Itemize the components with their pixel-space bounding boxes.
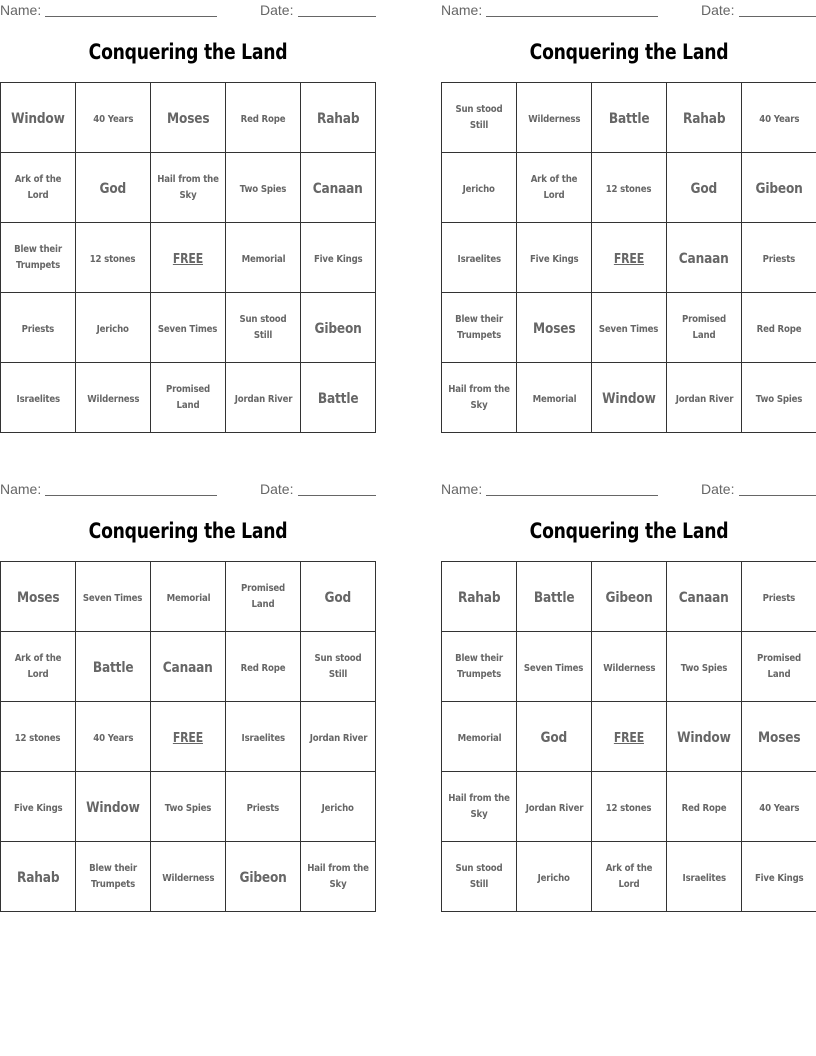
cell-label: Priests xyxy=(762,254,796,265)
bingo-cell[interactable] xyxy=(301,702,376,772)
bingo-cell[interactable] xyxy=(301,363,376,433)
cell-label: Jericho xyxy=(537,873,571,884)
bingo-cell[interactable] xyxy=(76,772,151,842)
cell-label: Hail from the Sky xyxy=(307,862,369,890)
cell-label: Jericho xyxy=(321,803,355,814)
cell-label: Canaan xyxy=(679,251,729,267)
cell-label: 12 stones xyxy=(606,184,652,195)
bingo-cell[interactable] xyxy=(517,772,592,842)
name-label: Name: xyxy=(441,481,483,497)
bingo-cell[interactable] xyxy=(1,223,76,293)
cell-label: Ark of the Lord xyxy=(14,173,62,201)
bingo-cell[interactable] xyxy=(742,83,816,153)
cell-label: Moses xyxy=(16,590,60,606)
bingo-cell[interactable] xyxy=(667,363,742,433)
grid-row xyxy=(442,153,816,223)
date-label: Date: xyxy=(701,2,735,18)
cell-label: FREE xyxy=(613,730,645,746)
bingo-cell[interactable] xyxy=(667,702,742,772)
cell-label: Rahab xyxy=(682,111,726,127)
bingo-cell[interactable] xyxy=(76,293,151,363)
bingo-cell[interactable] xyxy=(1,772,76,842)
name-label: Name: xyxy=(0,481,42,497)
cell-label: Ark of the Lord xyxy=(530,173,578,201)
cell-label: Wilderness xyxy=(527,114,581,125)
bingo-cell[interactable] xyxy=(742,223,816,293)
bingo-cell[interactable] xyxy=(1,293,76,363)
bingo-cell[interactable] xyxy=(742,562,816,632)
bingo-cell[interactable] xyxy=(151,632,226,702)
grid-row xyxy=(442,83,816,153)
bingo-cell[interactable] xyxy=(517,363,592,433)
bingo-cell[interactable] xyxy=(151,562,226,632)
cell-label: Israelites xyxy=(241,733,285,744)
cell-label: Israelites xyxy=(16,394,60,405)
cell-label: God xyxy=(540,730,568,746)
cell-label: Two Spies xyxy=(755,394,803,405)
name-line xyxy=(45,16,217,17)
cell-label: Five Kings xyxy=(754,873,804,884)
bingo-cell[interactable] xyxy=(742,772,816,842)
date-line xyxy=(298,495,376,496)
cell-label: Memorial xyxy=(532,394,576,405)
card-title: Conquering the Land xyxy=(529,40,729,64)
cell-label: Window xyxy=(677,730,731,746)
free-cell[interactable] xyxy=(592,702,667,772)
cell-label: Memorial xyxy=(457,733,501,744)
cell-label: Window xyxy=(11,111,65,127)
bingo-cell[interactable] xyxy=(226,842,301,912)
bingo-cell[interactable] xyxy=(301,153,376,223)
bingo-cell[interactable] xyxy=(76,363,151,433)
bingo-cell[interactable] xyxy=(301,842,376,912)
bingo-cell[interactable] xyxy=(742,702,816,772)
bingo-cell[interactable] xyxy=(301,632,376,702)
bingo-cell[interactable] xyxy=(742,153,816,223)
bingo-cell[interactable] xyxy=(667,632,742,702)
bingo-cell[interactable] xyxy=(442,562,517,632)
cell-label: Canaan xyxy=(679,590,729,606)
cell-label: Sun stood Still xyxy=(455,103,503,131)
name-line xyxy=(45,495,217,496)
bingo-cell[interactable] xyxy=(151,83,226,153)
bingo-cell[interactable] xyxy=(442,293,517,363)
bingo-cell[interactable] xyxy=(1,363,76,433)
bingo-cell[interactable] xyxy=(76,842,151,912)
grid-row xyxy=(442,562,816,632)
bingo-cell[interactable] xyxy=(592,772,667,842)
cell-label: Two Spies xyxy=(239,184,287,195)
name-label: Name: xyxy=(0,2,42,18)
cell-label: Moses xyxy=(532,321,576,337)
cell-label: 40 Years xyxy=(758,803,800,814)
cell-label: 12 stones xyxy=(606,803,652,814)
cell-label: Promised Land xyxy=(681,313,727,341)
cell-label: Five Kings xyxy=(313,254,363,265)
cell-label: 40 Years xyxy=(92,114,134,125)
grid-row xyxy=(442,223,816,293)
bingo-cell[interactable] xyxy=(667,842,742,912)
bingo-cell[interactable] xyxy=(592,842,667,912)
cell-label: God xyxy=(690,181,718,197)
bingo-cell[interactable] xyxy=(151,772,226,842)
bingo-cell[interactable] xyxy=(301,772,376,842)
name-date-row xyxy=(441,0,816,22)
grid-row xyxy=(1,562,376,632)
cell-label: Moses xyxy=(166,111,210,127)
bingo-cell[interactable] xyxy=(517,293,592,363)
free-cell[interactable] xyxy=(151,702,226,772)
cell-label: Battle xyxy=(608,111,650,127)
bingo-cell[interactable] xyxy=(442,153,517,223)
bingo-cell[interactable] xyxy=(442,702,517,772)
date-label: Date: xyxy=(260,481,294,497)
cell-label: Hail from the Sky xyxy=(448,792,510,820)
bingo-cell[interactable] xyxy=(667,83,742,153)
name-line xyxy=(486,16,658,17)
bingo-cell[interactable] xyxy=(301,83,376,153)
bingo-cell[interactable] xyxy=(517,83,592,153)
bingo-cell[interactable] xyxy=(442,772,517,842)
cell-label: Window xyxy=(602,391,656,407)
grid-row xyxy=(1,772,376,842)
card-title: Conquering the Land xyxy=(88,519,288,543)
bingo-cell[interactable] xyxy=(76,153,151,223)
cell-label: Jordan River xyxy=(675,394,733,405)
bingo-cell[interactable] xyxy=(151,293,226,363)
cell-label: Jordan River xyxy=(234,394,292,405)
cell-label: Red Rope xyxy=(756,324,802,335)
cell-label: Red Rope xyxy=(681,803,727,814)
bingo-cell[interactable] xyxy=(517,842,592,912)
cell-label: Battle xyxy=(317,391,359,407)
cell-label: Rahab xyxy=(457,590,501,606)
bingo-cell[interactable] xyxy=(76,562,151,632)
date-label: Date: xyxy=(260,2,294,18)
bingo-cell[interactable] xyxy=(1,632,76,702)
bingo-cell[interactable] xyxy=(667,223,742,293)
bingo-cell[interactable] xyxy=(1,562,76,632)
grid-row xyxy=(1,842,376,912)
cell-label: Israelites xyxy=(457,254,501,265)
bingo-cell[interactable] xyxy=(76,702,151,772)
bingo-cell[interactable] xyxy=(76,223,151,293)
grid-row xyxy=(1,153,376,223)
grid-row xyxy=(442,842,816,912)
grid-row xyxy=(442,293,816,363)
bingo-cell[interactable] xyxy=(517,223,592,293)
cell-label: Seven Times xyxy=(158,324,218,335)
date-label: Date: xyxy=(701,481,735,497)
cell-label: Jericho xyxy=(96,324,130,335)
bingo-cell[interactable] xyxy=(592,562,667,632)
cell-label: Battle xyxy=(533,590,575,606)
free-cell[interactable] xyxy=(592,223,667,293)
grid-row xyxy=(442,363,816,433)
cell-label: Canaan xyxy=(313,181,363,197)
bingo-cell[interactable] xyxy=(517,632,592,702)
cell-label: Israelites xyxy=(682,873,726,884)
cell-label: Wilderness xyxy=(161,873,215,884)
cell-label: Wilderness xyxy=(86,394,140,405)
bingo-cell[interactable] xyxy=(301,293,376,363)
cell-label: Five Kings xyxy=(529,254,579,265)
cell-label: Five Kings xyxy=(13,803,63,814)
name-line xyxy=(486,495,658,496)
bingo-cell[interactable] xyxy=(667,562,742,632)
cell-label: 12 stones xyxy=(90,254,136,265)
name-date-row xyxy=(0,0,376,22)
cell-label: Blew their Trumpets xyxy=(89,862,137,890)
bingo-cell[interactable] xyxy=(76,632,151,702)
grid-row xyxy=(1,223,376,293)
name-date-row xyxy=(441,479,816,501)
grid-row xyxy=(1,83,376,153)
cell-label: Promised Land xyxy=(240,582,286,610)
cell-label: Priests xyxy=(246,803,280,814)
cell-label: Promised Land xyxy=(756,652,802,680)
bingo-cell[interactable] xyxy=(667,293,742,363)
bingo-cell[interactable] xyxy=(151,363,226,433)
cell-label: Blew their Trumpets xyxy=(14,243,62,271)
bingo-cell[interactable] xyxy=(442,363,517,433)
bingo-cell[interactable] xyxy=(742,363,816,433)
name-date-row xyxy=(0,479,376,501)
cell-label: Blew their Trumpets xyxy=(455,313,503,341)
bingo-cell[interactable] xyxy=(592,153,667,223)
cell-label: Window xyxy=(86,800,140,816)
bingo-grid xyxy=(441,82,816,433)
grid-row xyxy=(1,702,376,772)
bingo-cell[interactable] xyxy=(226,702,301,772)
grid-row xyxy=(442,772,816,842)
cell-label: FREE xyxy=(613,251,645,267)
cell-label: Red Rope xyxy=(240,114,286,125)
cell-label: Blew their Trumpets xyxy=(455,652,503,680)
cell-label: FREE xyxy=(172,730,204,746)
cell-label: Priests xyxy=(21,324,55,335)
bingo-cell[interactable] xyxy=(517,702,592,772)
bingo-cell[interactable] xyxy=(742,842,816,912)
cell-label: FREE xyxy=(172,251,204,267)
cell-label: Memorial xyxy=(166,593,210,604)
cell-label: Gibeon xyxy=(239,870,287,886)
bingo-cell[interactable] xyxy=(1,842,76,912)
bingo-cell[interactable] xyxy=(1,702,76,772)
free-cell[interactable] xyxy=(151,223,226,293)
bingo-cell[interactable] xyxy=(226,562,301,632)
bingo-cell[interactable] xyxy=(592,83,667,153)
bingo-cell[interactable] xyxy=(742,632,816,702)
bingo-cell[interactable] xyxy=(517,562,592,632)
bingo-cell[interactable] xyxy=(667,153,742,223)
bingo-cell[interactable] xyxy=(442,842,517,912)
cell-label: Memorial xyxy=(241,254,285,265)
bingo-cell[interactable] xyxy=(226,632,301,702)
bingo-cell[interactable] xyxy=(1,83,76,153)
cell-label: Ark of the Lord xyxy=(605,862,653,890)
cell-label: 12 stones xyxy=(15,733,61,744)
grid-row xyxy=(1,632,376,702)
cell-label: Priests xyxy=(762,593,796,604)
bingo-grid xyxy=(0,561,376,912)
cell-label: Wilderness xyxy=(602,663,656,674)
grid-row xyxy=(1,293,376,363)
cell-label: Jordan River xyxy=(525,803,583,814)
cell-label: Two Spies xyxy=(680,663,728,674)
cell-label: Sun stood Still xyxy=(314,652,362,680)
bingo-grid xyxy=(441,561,816,912)
date-line xyxy=(739,495,816,496)
card-title: Conquering the Land xyxy=(529,519,729,543)
cell-label: Seven Times xyxy=(83,593,143,604)
bingo-cell[interactable] xyxy=(517,153,592,223)
cell-label: Rahab xyxy=(16,870,60,886)
bingo-cell[interactable] xyxy=(151,842,226,912)
cell-label: God xyxy=(324,590,352,606)
bingo-cell[interactable] xyxy=(742,293,816,363)
cell-label: 40 Years xyxy=(758,114,800,125)
date-line xyxy=(739,16,816,17)
bingo-cell[interactable] xyxy=(76,83,151,153)
cell-label: Hail from the Sky xyxy=(157,173,219,201)
grid-row xyxy=(442,702,816,772)
bingo-cell[interactable] xyxy=(1,153,76,223)
bingo-cell[interactable] xyxy=(592,632,667,702)
bingo-cell[interactable] xyxy=(301,223,376,293)
cell-label: Seven Times xyxy=(524,663,584,674)
cell-label: 40 Years xyxy=(92,733,134,744)
bingo-cell[interactable] xyxy=(226,772,301,842)
cell-label: Battle xyxy=(92,660,134,676)
cell-label: Canaan xyxy=(163,660,213,676)
cell-label: Sun stood Still xyxy=(239,313,287,341)
cell-label: Promised Land xyxy=(165,383,211,411)
bingo-cell[interactable] xyxy=(442,223,517,293)
bingo-cell[interactable] xyxy=(442,83,517,153)
bingo-cell[interactable] xyxy=(592,363,667,433)
cell-label: Gibeon xyxy=(314,321,362,337)
cell-label: Two Spies xyxy=(164,803,212,814)
grid-row xyxy=(442,632,816,702)
bingo-cell[interactable] xyxy=(667,772,742,842)
bingo-cell[interactable] xyxy=(226,153,301,223)
cell-label: Rahab xyxy=(316,111,360,127)
bingo-cell[interactable] xyxy=(226,293,301,363)
cell-label: Hail from the Sky xyxy=(448,383,510,411)
cell-label: Red Rope xyxy=(240,663,286,674)
bingo-grid xyxy=(0,82,376,433)
cell-label: Seven Times xyxy=(599,324,659,335)
cell-label: Jordan River xyxy=(309,733,367,744)
card-title: Conquering the Land xyxy=(88,40,288,64)
cell-label: Gibeon xyxy=(755,181,803,197)
cell-label: Sun stood Still xyxy=(455,862,503,890)
cell-label: Jericho xyxy=(462,184,496,195)
bingo-cell[interactable] xyxy=(592,293,667,363)
bingo-cell[interactable] xyxy=(226,83,301,153)
cell-label: Gibeon xyxy=(605,590,653,606)
bingo-cell[interactable] xyxy=(151,153,226,223)
grid-row xyxy=(1,363,376,433)
date-line xyxy=(298,16,376,17)
bingo-cell[interactable] xyxy=(301,562,376,632)
bingo-cell[interactable] xyxy=(226,363,301,433)
cell-label: Moses xyxy=(757,730,801,746)
name-label: Name: xyxy=(441,2,483,18)
bingo-cell[interactable] xyxy=(442,632,517,702)
cell-label: Ark of the Lord xyxy=(14,652,62,680)
cell-label: God xyxy=(99,181,127,197)
bingo-cell[interactable] xyxy=(226,223,301,293)
